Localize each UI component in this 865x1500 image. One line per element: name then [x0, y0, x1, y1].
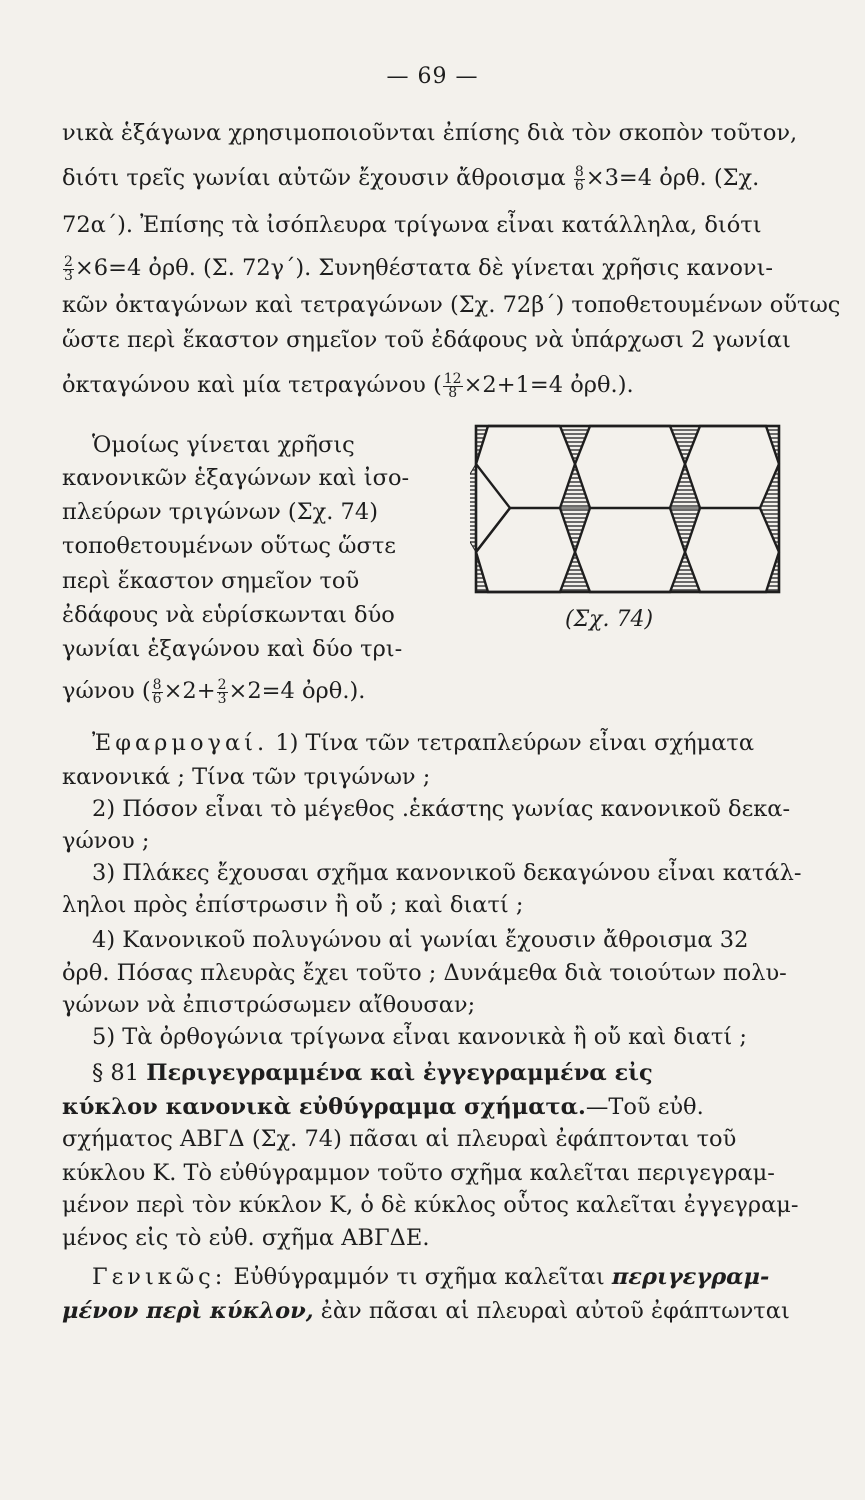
section-number: § 81 [92, 1060, 140, 1086]
text-line: σχήματος ΑΒΓΔ (Σχ. 74) πᾶσαι αἱ πλευραὶ ἐφάπτονται τοῦ [62, 1126, 737, 1152]
text-line: πλεύρων τριγώνων (Σχ. 74) [62, 499, 378, 525]
text-line: κανονικά ; Τίνα τῶν τριγώνων ; [62, 764, 431, 790]
text-line: γώνων νὰ ἐπιστρώσωμεν αἴθουσαν; [62, 992, 476, 1018]
text-line: ἐδάφους νὰ εὑρίσκωνται δύο [62, 602, 395, 628]
text-line: μένος εἰς τὸ εὐθ. σχῆμα ΑΒΓΔΕ. [62, 1225, 430, 1251]
text-line: περὶ ἕκαστον σημεῖον τοῦ [62, 568, 360, 594]
text-line: 5) Τὰ ὀρθογώνια τρίγωνα εἶναι κανονικὰ ἢ οὔ καὶ διατί ; [92, 1024, 747, 1050]
figure-caption: (Σχ. 74) [565, 607, 654, 632]
text-line: κανονικῶν ἑξαγώνων καὶ ἰσο- [62, 465, 410, 491]
text-line: ὀκταγώνου καὶ μία τετραγώνου ( $\frac{12}{8}$ ×2+1=4 ὀρθ.). [62, 370, 634, 401]
fraction: $\frac{2}{3}$ [217, 676, 227, 707]
text-line: κύκλου Κ. Τὸ εὐθύγραμμον τοῦτο σχῆμα καλεῖται περιγεγραμ- [62, 1160, 775, 1186]
text-line: κύκλον κανονικὰ εὐθύγραμμα σχήματα.—Τοῦ εὐθ. [62, 1094, 704, 1120]
text-line: ὥστε περὶ ἕκαστον σημεῖον τοῦ ἐδάφους νὰ ὑπάρχωσι 2 γωνίαι [62, 327, 791, 353]
text-line: 4) Κανονικοῦ πολυγώνου αἱ γωνίαι ἔχουσιν ἄθροισμα 32 [92, 927, 749, 953]
text-line: τοποθετουμένων οὕτως ὥστε [62, 533, 396, 559]
text-line: Ὁμοίως γίνεται χρῆσις [92, 432, 355, 458]
text-line [92, 1058, 832, 1088]
text-line: γώνου ( $\frac{8}{6}$ ×2+ $\frac{2}{3}$ ×2=4 ὀρθ.). [62, 676, 366, 707]
text-line: 72α΄). Ἐπίσης τὰ ἰσόπλευρα τρίγωνα εἶναι κατάλληλα, διότι [62, 212, 762, 238]
hexagon-lines [476, 426, 779, 592]
text-line: μένον περὶ κύκλον, ἐὰν πᾶσαι αἱ πλευραὶ αὐτοῦ ἐφάπτωνται [62, 1298, 790, 1324]
fraction: $\frac{2}{3}$ [64, 253, 73, 284]
text-line: 3) Πλάκες ἔχουσαι σχῆμα κανονικοῦ δεκαγώνου εἶναι κατάλ- [92, 860, 802, 886]
page-number: — 69 — [386, 64, 479, 89]
fraction: $\frac{12}{8}$ [443, 370, 462, 401]
exercises-label: Ἐφαρμογαί. [92, 730, 269, 756]
text-line: Ἐφαρμογαί. 1) Τίνα τῶν τετραπλεύρων εἶναι σχήματα [92, 730, 755, 756]
text-line: διότι τρεῖς γωνίαι αὐτῶν ἔχουσιν ἄθροισμα $\frac{8}{6}$ ×3=4 ὀρθ. (Σχ. [62, 163, 760, 194]
section-heading: Περιγεγραμμένα καὶ ἐγγεγραμμένα εἰς [146, 1060, 653, 1086]
text-line: ληλοι πρὸς ἐπίστρωσιν ἢ οὔ ; καὶ διατί ; [62, 892, 524, 918]
fraction: $\frac{8}{6}$ [574, 163, 584, 194]
text-line: $\frac{2}{3}$ ×6=4 ὀρθ. (Σ. 72γ΄). Συνηθέστατα δὲ γίνεται χρῆσις κανονι- [64, 253, 774, 284]
tiling-figure [470, 420, 785, 598]
text-line: 2) Πόσον εἶναι τὸ μέγεθος .ἑκάστης γωνίας κανονικοῦ δεκα- [92, 796, 791, 822]
fraction: $\frac{8}{6}$ [152, 676, 162, 707]
text-line: ὀρθ. Πόσας πλευρὰς ἔχει τοῦτο ; Δυνάμεθα διὰ τοιούτων πολυ- [62, 960, 787, 986]
text-line: γώνου ; [62, 828, 150, 854]
text-line: γωνίαι ἑξαγώνου καὶ δύο τρι- [62, 636, 403, 662]
text-line: νικὰ ἑξάγωνα χρησιμοποιοῦνται ἐπίσης διὰ τὸν σκοπὸν τοῦτον, [62, 120, 798, 146]
text-line: μένον περὶ τὸν κύκλον Κ, ὁ δὲ κύκλος οὗτος καλεῖται ἐγγεγραμ- [62, 1192, 799, 1218]
text-line: κῶν ὀκταγώνων καὶ τετραγώνων (Σχ. 72β΄) τοποθετουμένων οὕτως [62, 292, 841, 318]
text-line: Γενικῶς: Εὐθύγραμμόν τι σχῆμα καλεῖται περιγεγραμ- [92, 1264, 770, 1290]
